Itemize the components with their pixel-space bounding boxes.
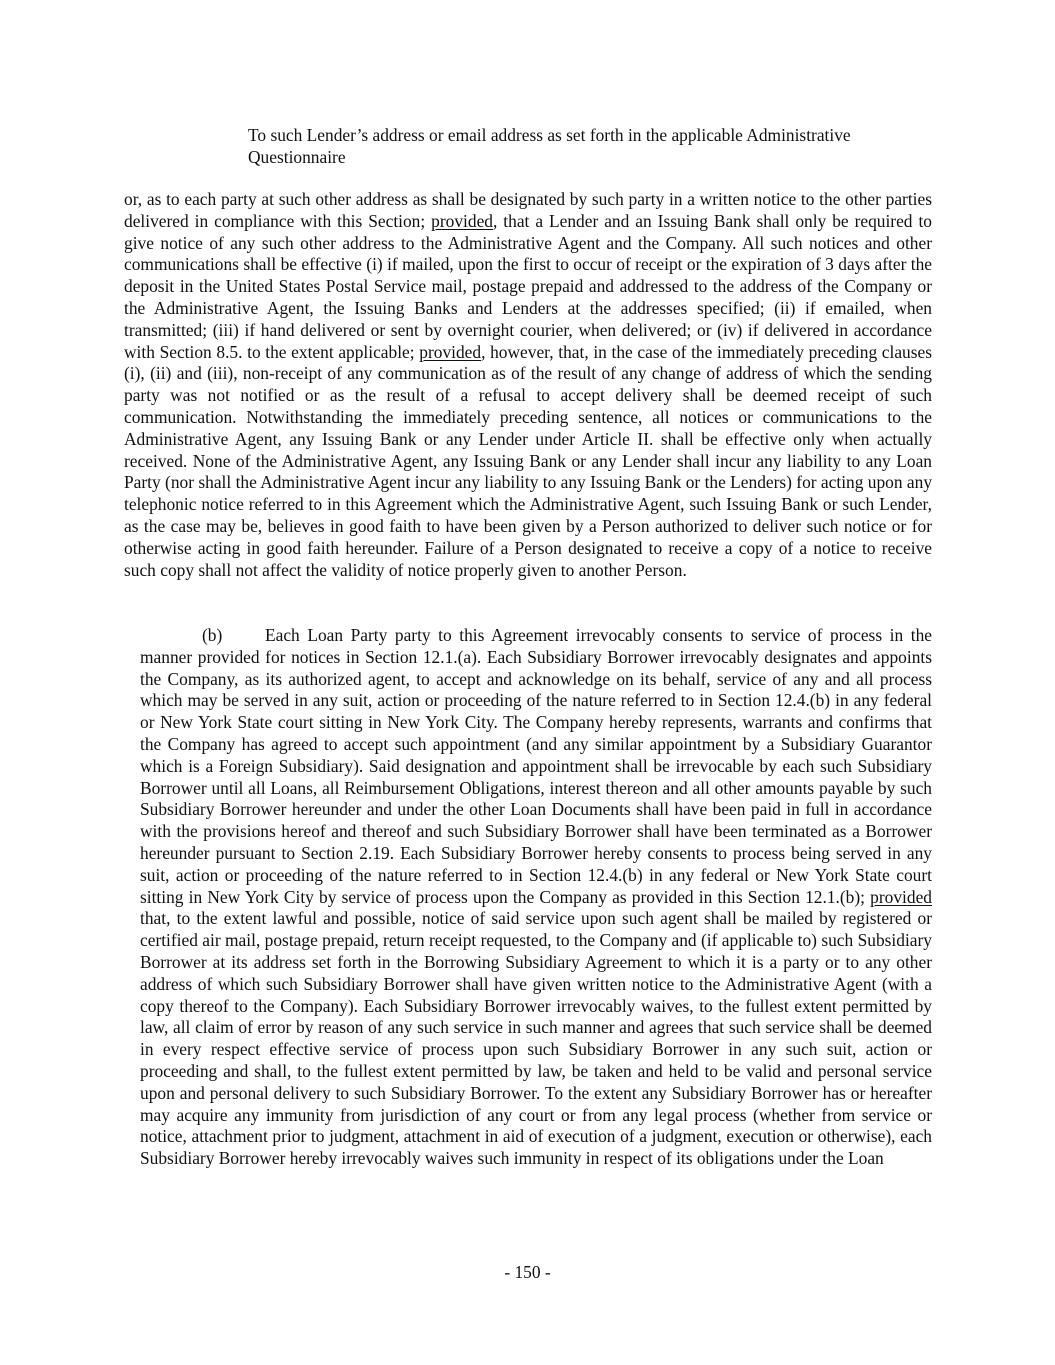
paragraph-b-text-2: that, to the extent lawful and possible, notice of said service upon such agent shall be mailed by registered or certified air mail, postage prepaid, return receipt requested, to the Company and (if applicable to) such Subsidiary Borrower at its address set forth in the Borrowing Subsidiary Agreement to which it is a party or to any other address of which such Subsidiary Borrower shall have given written notice to the Administrative Agent (with a copy thereof to the Company). Each Subsidiary Borrower irrevocably waives, to the fullest extent permitted by law, all claim of error by reason of any such service in such manner and agrees that such service shall be deemed in every respect effective service of process upon such Subsidiary Borrower in any such suit, action or proceeding and shall, to the fullest extent permitted by law, be taken and held to be valid and personal service upon and personal delivery to such Subsidiary Borrower. To the extent any Subsidiary Borrower has or hereafter may acquire any immunity from jurisdiction of any court or from any legal process (whether from service or notice, attachment prior to judgment, attachment in aid of execution of a judgment, execution or otherwise), each Subsidiary Borrower hereby irrevocably waives such immunity in respect of its obligations under the Loan	[140, 908, 932, 1169]
address-block-line-2: Questionnaire	[248, 146, 346, 167]
paragraph-a-text-3: , however, that, in the case of the immediately preceding clauses (i), (ii) and (iii), non-receipt of any communication as of the result of any change of address of which the sending party was not notified or as the result of a refusal to accept delivery shall be deemed receipt of such communication. Notwithstanding the immediately preceding sentence, all notices or communications to the Administrative Agent, any Issuing Bank or any Lender under Article II. shall be effective only when actually received. None of the Administrative Agent, any Issuing Bank or any Lender shall incur any liability to any Loan Party (nor shall the Administrative Agent incur any liability to any Issuing Bank or the Lenders) for acting upon any telephonic notice referred to in this Agreement which the Administrative Agent, such Issuing Bank or such Lender, as the case may be, believes in good faith to have been given by a Person authorized to deliver such notice or for otherwise acting in good faith hereunder. Failure of a Person designated to receive a copy of a notice to receive such copy shall not affect the validity of notice properly given to another Person.	[124, 341, 933, 580]
provided-term-3: provided	[870, 886, 932, 907]
clause-label-b: (b)	[202, 625, 223, 645]
lender-address-block	[248, 125, 948, 169]
provided-term-1: provided	[431, 210, 493, 231]
page-number: - 150 -	[504, 1262, 551, 1282]
paragraph-b-text-1: Each Loan Party party to this Agreement irrevocably consents to service of process in the manner provided for notices in Section 12.1.(a). Each Subsidiary Borrower irrevocably designates and appoints the Company, as its authorized agent, to accept and acknowledge on its behalf, service of any and all process which may be served in any suit, action or proceeding of the nature referred to in Section 12.4.(b) in any federal or New York State court sitting in New York City. The Company hereby represents, warrants and confirms that the Company has agreed to accept such appointment (and any similar appointment by a Subsidiary Guarantor which is a Foreign Subsidiary). Said designation and appointment shall be irrevocable by each such Subsidiary Borrower until all Loans, all Reimbursement Obligations, interest thereon and all other amounts payable by such Subsidiary Borrower hereunder and under the other Loan Documents shall have been paid in full in accordance with the provisions hereof and thereof and such Subsidiary Borrower shall have been terminated as a Borrower hereunder pursuant to Section 2.19. Each Subsidiary Borrower hereby consents to process being served in any suit, action or proceeding of the nature referred to in Section 12.4.(b) in any federal or New York State court sitting in New York City by service of process upon the Company as provided in this Section 12.1.(b);	[140, 625, 932, 907]
notice-address-paragraph	[124, 189, 932, 581]
paragraph-a-text-2: , that a Lender and an Issuing Bank shall only be required to give notice of any such other address to the Administrative Agent and the Company. All such notices and other communications shall be effective (i) if mailed, upon the first to occur of receipt or the expiration of 3 days after the deposit in the United States Postal Service mail, postage prepaid and addressed to the address of the Company or the Administrative Agent, the Issuing Banks and Lenders at the addresses specified; (ii) if emailed, when transmitted; (iii) if hand delivered or sent by overnight courier, when delivered; or (iv) if delivered in accordance with Section 8.5. to the extent applicable;	[124, 210, 932, 362]
address-block-line-1: To such Lender’s address or email address as set forth in the applicable Administrative	[248, 125, 851, 145]
provided-term-2: provided	[419, 341, 482, 362]
paragraph-a-text-1: or, as to each party at such other address as shall be designated by such party in a written notice to the other parties delivered in compliance with this Section;	[124, 189, 932, 231]
service-of-process-paragraph	[140, 625, 932, 1170]
